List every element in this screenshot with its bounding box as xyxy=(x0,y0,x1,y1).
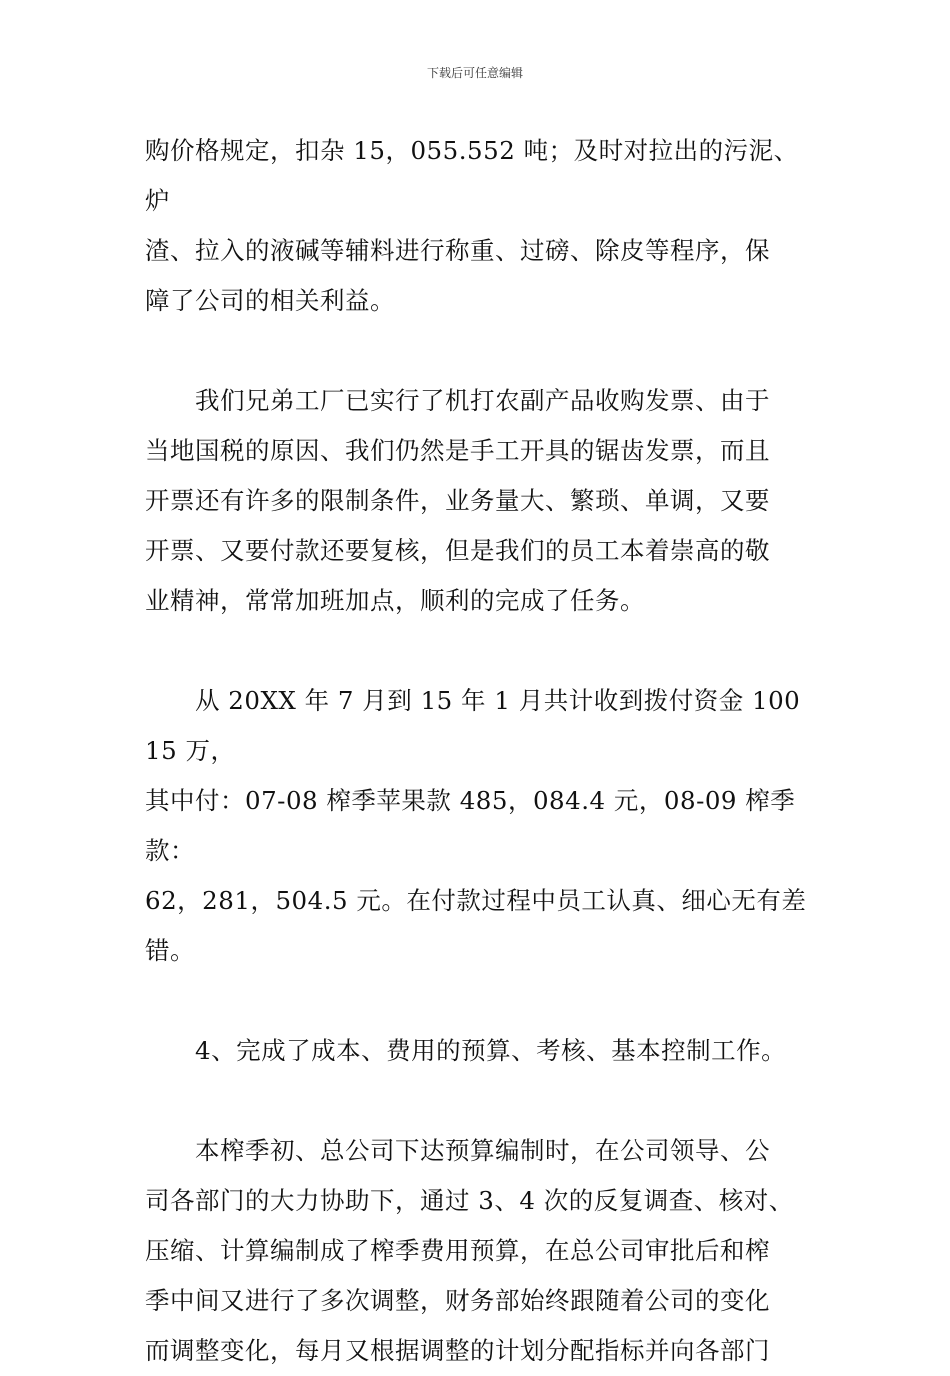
paragraph-5-line-2: 司各部门的大力协助下，通过 3、4 次的反复调查、核对、 xyxy=(145,1186,794,1215)
paragraph-5-line-1: 本榨季初、总公司下达预算编制时，在公司领导、公 xyxy=(195,1136,770,1165)
paragraph-2-line-4: 开票、又要付款还要复核，但是我们的员工本着崇高的敬 xyxy=(145,536,770,565)
paragraph-3 xyxy=(145,676,815,976)
paragraph-gap xyxy=(145,326,815,376)
paragraph-5 xyxy=(145,1126,815,1376)
paragraph-1 xyxy=(145,126,815,326)
paragraph-3-line-3: 62，281，504.5 元。在付款过程中员工认真、细心无有差 xyxy=(145,886,807,915)
paragraph-3-line-4: 错。 xyxy=(145,936,195,965)
paragraph-4-line-1: 4、完成了成本、费用的预算、考核、基本控制工作。 xyxy=(195,1036,787,1065)
paragraph-3-line-2: 其中付：07-08 榨季苹果款 485，084.4 元，08-09 榨季款： xyxy=(145,786,796,865)
paragraph-gap xyxy=(145,976,815,1026)
page-header-note: 下载后可任意编辑 xyxy=(426,66,523,80)
paragraph-1-line-1: 购价格规定，扣杂 15，055.552 吨；及时对拉出的污泥、炉 xyxy=(145,136,799,215)
paragraph-4 xyxy=(145,1026,815,1076)
paragraph-gap xyxy=(145,626,815,676)
paragraph-2-line-5: 业精神，常常加班加点，顺利的完成了任务。 xyxy=(145,586,645,615)
paragraph-2-line-3: 开票还有许多的限制条件，业务量大、繁琐、单调，又要 xyxy=(145,486,770,515)
paragraph-3-line-1: 从 20XX 年 7 月到 15 年 1 月共计收到拨付资金 10015 万， xyxy=(145,686,801,765)
paragraph-2-line-2: 当地国税的原因、我们仍然是手工开具的锯齿发票，而且 xyxy=(145,436,770,465)
paragraph-gap xyxy=(145,1076,815,1126)
paragraph-5-line-3: 压缩、计算编制成了榨季费用预算，在总公司审批后和榨 xyxy=(145,1236,770,1265)
paragraph-5-line-5: 而调整变化，每月又根据调整的计划分配指标并向各部门 xyxy=(145,1336,770,1365)
paragraph-5-line-4: 季中间又进行了多次调整，财务部始终跟随着公司的变化 xyxy=(145,1286,770,1315)
paragraph-1-line-2: 渣、拉入的液碱等辅料进行称重、过磅、除皮等程序，保 xyxy=(145,236,770,265)
paragraph-2 xyxy=(145,376,815,626)
document-body xyxy=(145,126,815,1376)
paragraph-1-line-3: 障了公司的相关利益。 xyxy=(145,286,395,315)
paragraph-2-line-1: 我们兄弟工厂已实行了机打农副产品收购发票、由于 xyxy=(195,386,770,415)
